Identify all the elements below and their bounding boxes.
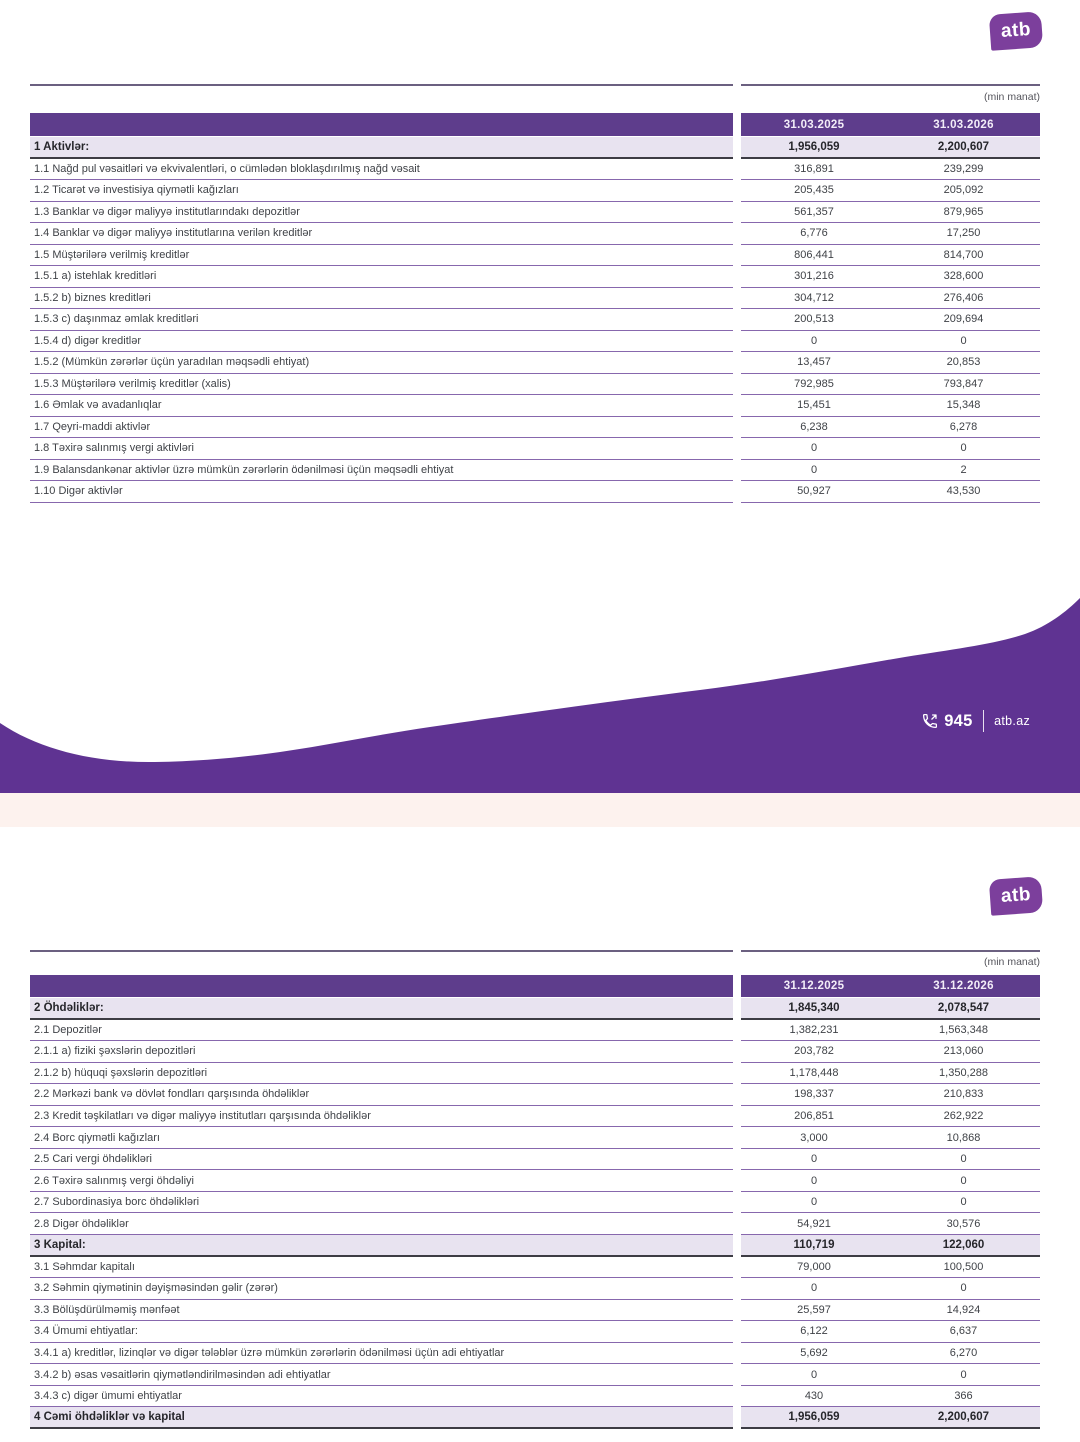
row-label: 3.4 Ümumi ehtiyatlar: xyxy=(30,1321,733,1343)
row-label: 1.9 Balansdankənar aktivlər üzrə mümkün zərərlərin ödənilməsi üçün məqsədli ehtiyat xyxy=(30,460,733,482)
table-row xyxy=(30,1127,1040,1149)
value-period1: 13,457 xyxy=(741,352,887,374)
value-period2: 6,637 xyxy=(887,1321,1040,1343)
column-gap xyxy=(733,417,741,439)
rule-segment xyxy=(741,84,1040,86)
col-header-period1: 31.12.2025 xyxy=(741,975,887,998)
col-header-period2: 31.12.2026 xyxy=(887,975,1040,998)
value-period2: 15,348 xyxy=(887,395,1040,417)
table-row xyxy=(30,1213,1040,1235)
column-gap xyxy=(733,1407,741,1429)
atb-logo xyxy=(989,876,1043,916)
row-label: 3.1 Səhmdar kapitalı xyxy=(30,1257,733,1279)
row-label: 3 Kapital: xyxy=(30,1235,733,1257)
table-row xyxy=(30,395,1040,417)
row-label: 1.5.2 b) biznes kreditləri xyxy=(30,288,733,310)
value-period2: 100,500 xyxy=(887,1257,1040,1279)
atb-logo-text: atb xyxy=(1000,18,1032,43)
assets-table-body xyxy=(30,137,1040,503)
row-label: 2.8 Digər öhdəliklər xyxy=(30,1213,733,1235)
value-period1: 54,921 xyxy=(741,1213,887,1235)
column-gap xyxy=(733,998,741,1020)
table-row xyxy=(30,1257,1040,1279)
table-row xyxy=(30,1321,1040,1343)
liabilities-table-body xyxy=(30,998,1040,1429)
value-period2: 2,200,607 xyxy=(887,1407,1040,1429)
value-period1: 110,719 xyxy=(741,1235,887,1257)
table-row xyxy=(30,998,1040,1020)
row-label: 2.6 Təxirə salınmış vergi öhdəliyi xyxy=(30,1170,733,1192)
column-gap xyxy=(733,481,741,503)
website-text: atb.az xyxy=(994,714,1030,728)
table-row xyxy=(30,1192,1040,1214)
value-period2: 366 xyxy=(887,1386,1040,1408)
row-label: 1.10 Digər aktivlər xyxy=(30,481,733,503)
table-header-row xyxy=(30,113,1040,137)
column-gap xyxy=(733,223,741,245)
column-gap xyxy=(733,266,741,288)
value-period2: 2,078,547 xyxy=(887,998,1040,1020)
header-rule xyxy=(30,950,1040,952)
column-gap xyxy=(733,1020,741,1042)
page-liabilities xyxy=(0,827,1080,1442)
column-gap xyxy=(733,352,741,374)
table-row xyxy=(30,438,1040,460)
column-gap xyxy=(733,113,741,137)
atb-logo xyxy=(989,11,1043,51)
value-period2: 0 xyxy=(887,1192,1040,1214)
row-label: 2.5 Cari vergi öhdəlikləri xyxy=(30,1149,733,1171)
value-period2: 20,853 xyxy=(887,352,1040,374)
unit-note: (min manat) xyxy=(983,91,1040,103)
value-period1: 301,216 xyxy=(741,266,887,288)
value-period1: 806,441 xyxy=(741,245,887,267)
table-row xyxy=(30,137,1040,159)
value-period1: 206,851 xyxy=(741,1106,887,1128)
value-period1: 1,178,448 xyxy=(741,1063,887,1085)
row-label: 3.4.3 c) digər ümumi ehtiyatlar xyxy=(30,1386,733,1408)
table-row xyxy=(30,1386,1040,1408)
column-gap xyxy=(733,460,741,482)
column-gap xyxy=(733,331,741,353)
row-label: 2.7 Subordinasiya borc öhdəlikləri xyxy=(30,1192,733,1214)
row-label: 2.1.1 a) fiziki şəxslərin depozitləri xyxy=(30,1041,733,1063)
rule-segment xyxy=(741,950,1040,952)
row-label: 2.4 Borc qiymətli kağızları xyxy=(30,1127,733,1149)
assets-table xyxy=(30,113,1040,503)
header-spacer xyxy=(30,975,733,998)
value-period1: 0 xyxy=(741,1278,887,1300)
value-period2: 122,060 xyxy=(887,1235,1040,1257)
row-label: 1.5.1 a) istehlak kreditləri xyxy=(30,266,733,288)
value-period2: 6,270 xyxy=(887,1343,1040,1365)
value-period1: 0 xyxy=(741,1170,887,1192)
value-period2: 210,833 xyxy=(887,1084,1040,1106)
value-period1: 0 xyxy=(741,438,887,460)
value-period2: 1,563,348 xyxy=(887,1020,1040,1042)
column-gap xyxy=(733,202,741,224)
value-period2: 2,200,607 xyxy=(887,137,1040,159)
value-period2: 30,576 xyxy=(887,1213,1040,1235)
value-period1: 1,382,231 xyxy=(741,1020,887,1042)
value-period1: 6,238 xyxy=(741,417,887,439)
table-row xyxy=(30,1041,1040,1063)
column-gap xyxy=(733,1257,741,1279)
value-period1: 561,357 xyxy=(741,202,887,224)
column-gap xyxy=(733,180,741,202)
row-label: 2.2 Mərkəzi bank və dövlət fondları qarşısında öhdəliklər xyxy=(30,1084,733,1106)
value-period1: 304,712 xyxy=(741,288,887,310)
value-period1: 79,000 xyxy=(741,1257,887,1279)
row-label: 3.3 Bölüşdürülməmiş mənfəət xyxy=(30,1300,733,1322)
row-label: 1.5.2 (Mümkün zərərlər üçün yaradılan məqsədli ehtiyat) xyxy=(30,352,733,374)
table-row xyxy=(30,331,1040,353)
value-period1: 1,956,059 xyxy=(741,137,887,159)
header-spacer xyxy=(30,113,733,137)
value-period2: 0 xyxy=(887,1278,1040,1300)
value-period2: 1,350,288 xyxy=(887,1063,1040,1085)
rule-segment xyxy=(30,950,733,952)
value-period1: 50,927 xyxy=(741,481,887,503)
table-row xyxy=(30,223,1040,245)
value-period1: 0 xyxy=(741,331,887,353)
column-gap xyxy=(733,1235,741,1257)
table-row xyxy=(30,180,1040,202)
table-row xyxy=(30,245,1040,267)
column-gap xyxy=(733,395,741,417)
row-label: 1.4 Banklar və digər maliyyə institutlarına verilən kreditlər xyxy=(30,223,733,245)
value-period1: 203,782 xyxy=(741,1041,887,1063)
value-period1: 430 xyxy=(741,1386,887,1408)
row-label: 1.5 Müştərilərə verilmiş kreditlər xyxy=(30,245,733,267)
table-row xyxy=(30,1084,1040,1106)
table-row xyxy=(30,1170,1040,1192)
row-label: 1 Aktivlər: xyxy=(30,137,733,159)
value-period2: 0 xyxy=(887,438,1040,460)
wave-graphic xyxy=(0,578,1080,793)
column-gap xyxy=(733,1386,741,1408)
value-period2: 0 xyxy=(887,331,1040,353)
value-period1: 0 xyxy=(741,1192,887,1214)
page-gap-band xyxy=(0,793,1080,827)
table-row xyxy=(30,266,1040,288)
table-row xyxy=(30,309,1040,331)
value-period1: 0 xyxy=(741,1149,887,1171)
value-period2: 814,700 xyxy=(887,245,1040,267)
col-header-period2: 31.03.2026 xyxy=(887,113,1040,137)
table-row xyxy=(30,352,1040,374)
table-row xyxy=(30,1364,1040,1386)
table-row xyxy=(30,1149,1040,1171)
value-period1: 1,956,059 xyxy=(741,1407,887,1429)
table-row xyxy=(30,159,1040,181)
value-period2: 0 xyxy=(887,1149,1040,1171)
table-row xyxy=(30,481,1040,503)
row-label: 4 Cəmi öhdəliklər və kapital xyxy=(30,1407,733,1429)
row-label: 1.5.4 d) digər kreditlər xyxy=(30,331,733,353)
rule-segment xyxy=(30,84,733,86)
value-period2: 205,092 xyxy=(887,180,1040,202)
phone-call-icon xyxy=(921,712,939,730)
table-header-row xyxy=(30,975,1040,998)
table-row xyxy=(30,1278,1040,1300)
table-row xyxy=(30,202,1040,224)
value-period2: 2 xyxy=(887,460,1040,482)
value-period2: 6,278 xyxy=(887,417,1040,439)
column-gap xyxy=(733,1192,741,1214)
table-row xyxy=(30,288,1040,310)
contact-info xyxy=(921,710,1030,732)
row-label: 1.6 Əmlak və avadanlıqlar xyxy=(30,395,733,417)
value-period2: 209,694 xyxy=(887,309,1040,331)
row-label: 2 Öhdəliklər: xyxy=(30,998,733,1020)
row-label: 3.2 Səhmin qiymətinin dəyişməsindən gəlir (zərər) xyxy=(30,1278,733,1300)
value-period2: 239,299 xyxy=(887,159,1040,181)
column-gap xyxy=(733,1213,741,1235)
value-period1: 205,435 xyxy=(741,180,887,202)
rule-gap xyxy=(733,950,741,952)
column-gap xyxy=(733,1364,741,1386)
value-period2: 43,530 xyxy=(887,481,1040,503)
value-period2: 328,600 xyxy=(887,266,1040,288)
value-period2: 793,847 xyxy=(887,374,1040,396)
column-gap xyxy=(733,1343,741,1365)
table-row xyxy=(30,417,1040,439)
table-row xyxy=(30,1407,1040,1429)
column-gap xyxy=(733,1278,741,1300)
value-period1: 6,776 xyxy=(741,223,887,245)
column-gap xyxy=(733,1084,741,1106)
column-gap xyxy=(733,1321,741,1343)
row-label: 1.2 Ticarət və investisiya qiymətli kağızları xyxy=(30,180,733,202)
value-period2: 17,250 xyxy=(887,223,1040,245)
value-period1: 316,891 xyxy=(741,159,887,181)
value-period1: 1,845,340 xyxy=(741,998,887,1020)
table-row xyxy=(30,1300,1040,1322)
column-gap xyxy=(733,975,741,998)
table-row xyxy=(30,1235,1040,1257)
row-label: 1.7 Qeyri-maddi aktivlər xyxy=(30,417,733,439)
value-period1: 792,985 xyxy=(741,374,887,396)
row-label: 1.5.3 Müştərilərə verilmiş kreditlər (xalis) xyxy=(30,374,733,396)
value-period2: 213,060 xyxy=(887,1041,1040,1063)
liabilities-table xyxy=(30,975,1040,1429)
value-period1: 5,692 xyxy=(741,1343,887,1365)
column-gap xyxy=(733,374,741,396)
row-label: 3.4.2 b) əsas vəsaitlərin qiymətləndirilməsindən adi ehtiyatlar xyxy=(30,1364,733,1386)
column-gap xyxy=(733,1300,741,1322)
row-label: 1.8 Təxirə salınmış vergi aktivləri xyxy=(30,438,733,460)
support-phone-number: 945 xyxy=(944,711,973,730)
value-period1: 15,451 xyxy=(741,395,887,417)
column-gap xyxy=(733,159,741,181)
column-gap xyxy=(733,288,741,310)
table-row xyxy=(30,460,1040,482)
value-period1: 198,337 xyxy=(741,1084,887,1106)
table-row xyxy=(30,374,1040,396)
value-period2: 879,965 xyxy=(887,202,1040,224)
column-gap xyxy=(733,309,741,331)
column-gap xyxy=(733,1149,741,1171)
column-gap xyxy=(733,1106,741,1128)
atb-logo-text: atb xyxy=(1000,883,1032,908)
contact-divider xyxy=(983,710,985,732)
column-gap xyxy=(733,438,741,460)
value-period2: 276,406 xyxy=(887,288,1040,310)
value-period1: 0 xyxy=(741,1364,887,1386)
rule-gap xyxy=(733,84,741,86)
column-gap xyxy=(733,1127,741,1149)
col-header-period1: 31.03.2025 xyxy=(741,113,887,137)
row-label: 1.5.3 c) daşınmaz əmlak kreditləri xyxy=(30,309,733,331)
table-row xyxy=(30,1343,1040,1365)
row-label: 2.1.2 b) hüquqi şəxslərin depozitləri xyxy=(30,1063,733,1085)
value-period2: 0 xyxy=(887,1364,1040,1386)
unit-note: (min manat) xyxy=(983,956,1040,968)
value-period1: 200,513 xyxy=(741,309,887,331)
column-gap xyxy=(733,1041,741,1063)
value-period1: 0 xyxy=(741,460,887,482)
value-period1: 6,122 xyxy=(741,1321,887,1343)
header-rule xyxy=(30,84,1040,86)
row-label: 1.1 Nağd pul vəsaitləri və ekvivalentləri, o cümlədən bloklaşdırılmış nağd vəsait xyxy=(30,159,733,181)
column-gap xyxy=(733,137,741,159)
table-row xyxy=(30,1020,1040,1042)
table-row xyxy=(30,1106,1040,1128)
column-gap xyxy=(733,1170,741,1192)
column-gap xyxy=(733,245,741,267)
row-label: 2.3 Kredit təşkilatları və digər maliyyə institutları qarşısında öhdəliklər xyxy=(30,1106,733,1128)
column-gap xyxy=(733,1063,741,1085)
value-period1: 3,000 xyxy=(741,1127,887,1149)
value-period2: 262,922 xyxy=(887,1106,1040,1128)
table-row xyxy=(30,1063,1040,1085)
row-label: 2.1 Depozitlər xyxy=(30,1020,733,1042)
row-label: 1.3 Banklar və digər maliyyə institutlarındakı depozitlər xyxy=(30,202,733,224)
value-period1: 25,597 xyxy=(741,1300,887,1322)
value-period2: 10,868 xyxy=(887,1127,1040,1149)
value-period2: 14,924 xyxy=(887,1300,1040,1322)
value-period2: 0 xyxy=(887,1170,1040,1192)
row-label: 3.4.1 a) kreditlər, lizinqlər və digər tələblər üzrə mümkün zərərlərin ödənilməsi üçün adi ehtiyatlar xyxy=(30,1343,733,1365)
